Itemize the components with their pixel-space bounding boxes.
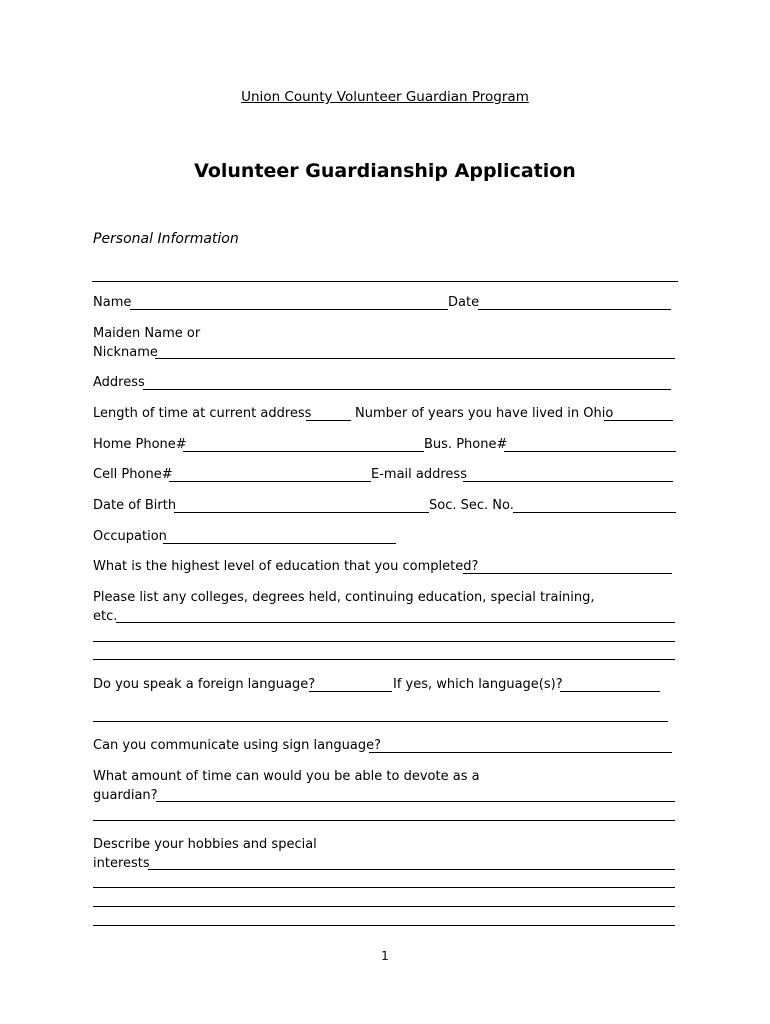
foreign-language-label: Do you speak a foreign language?: [93, 677, 316, 692]
date-field[interactable]: [478, 309, 671, 310]
section-divider: [92, 281, 678, 282]
name-field[interactable]: [130, 309, 448, 310]
education-field[interactable]: [463, 573, 672, 574]
dob-field[interactable]: [174, 512, 429, 513]
sign-language-field[interactable]: [369, 752, 672, 753]
occupation-label: Occupation: [93, 529, 167, 544]
email-label: E-mail address: [371, 467, 467, 482]
form-title: Volunteer Guardianship Application: [194, 160, 576, 182]
foreign-language-field[interactable]: [309, 691, 392, 692]
time-devote-label: What amount of time can would you be able to devote as a: [93, 769, 480, 784]
dob-label: Date of Birth: [93, 498, 177, 513]
colleges-label-etc: etc.: [93, 609, 118, 624]
colleges-field-line-3[interactable]: [93, 659, 675, 660]
hobbies-field-line-3[interactable]: [93, 906, 675, 907]
date-label: Date: [448, 295, 480, 310]
colleges-label: Please list any colleges, degrees held, continuing education, special training,: [93, 590, 595, 605]
time-devote-label-guardian: guardian?: [93, 788, 158, 803]
ssn-field[interactable]: [513, 512, 676, 513]
which-languages-label: If yes, which language(s)?: [393, 677, 563, 692]
nickname-label: Nickname: [93, 345, 158, 360]
section-heading: Personal Information: [93, 231, 239, 247]
years-in-ohio-field[interactable]: [604, 420, 673, 421]
colleges-field-line-2[interactable]: [93, 641, 675, 642]
program-title: Union County Volunteer Guardian Program: [241, 89, 529, 105]
bus-phone-label: Bus. Phone#: [424, 437, 508, 452]
home-phone-field[interactable]: [183, 451, 424, 452]
colleges-field-line-1[interactable]: [116, 622, 675, 623]
cell-phone-label: Cell Phone#: [93, 467, 173, 482]
hobbies-field-line-1[interactable]: [148, 869, 675, 870]
occupation-field[interactable]: [163, 543, 396, 544]
years-in-ohio-label: Number of years you have lived in Ohio: [355, 406, 614, 421]
which-languages-field[interactable]: [560, 691, 660, 692]
page-number: 1: [381, 949, 389, 963]
hobbies-label-interests: interests: [93, 856, 150, 871]
address-field[interactable]: [143, 389, 671, 390]
cell-phone-field[interactable]: [169, 481, 371, 482]
home-phone-label: Home Phone#: [93, 437, 187, 452]
length-at-address-field[interactable]: [306, 420, 351, 421]
bus-phone-field[interactable]: [504, 451, 676, 452]
time-devote-field-line-2[interactable]: [93, 820, 675, 821]
education-label: What is the highest level of education that you completed?: [93, 559, 479, 574]
address-label: Address: [93, 375, 145, 390]
time-devote-field-line-1[interactable]: [156, 801, 675, 802]
sign-language-label: Can you communicate using sign language?: [93, 738, 381, 753]
ssn-label: Soc. Sec. No.: [429, 498, 514, 513]
maiden-name-label: Maiden Name or: [93, 326, 201, 341]
which-languages-field-line-2[interactable]: [93, 721, 668, 722]
hobbies-label: Describe your hobbies and special: [93, 837, 317, 852]
email-field[interactable]: [463, 481, 673, 482]
hobbies-field-line-2[interactable]: [93, 887, 675, 888]
maiden-name-field[interactable]: [155, 358, 675, 359]
length-at-address-label: Length of time at current address: [93, 406, 312, 421]
hobbies-field-line-4[interactable]: [93, 925, 675, 926]
name-label: Name: [93, 295, 132, 310]
